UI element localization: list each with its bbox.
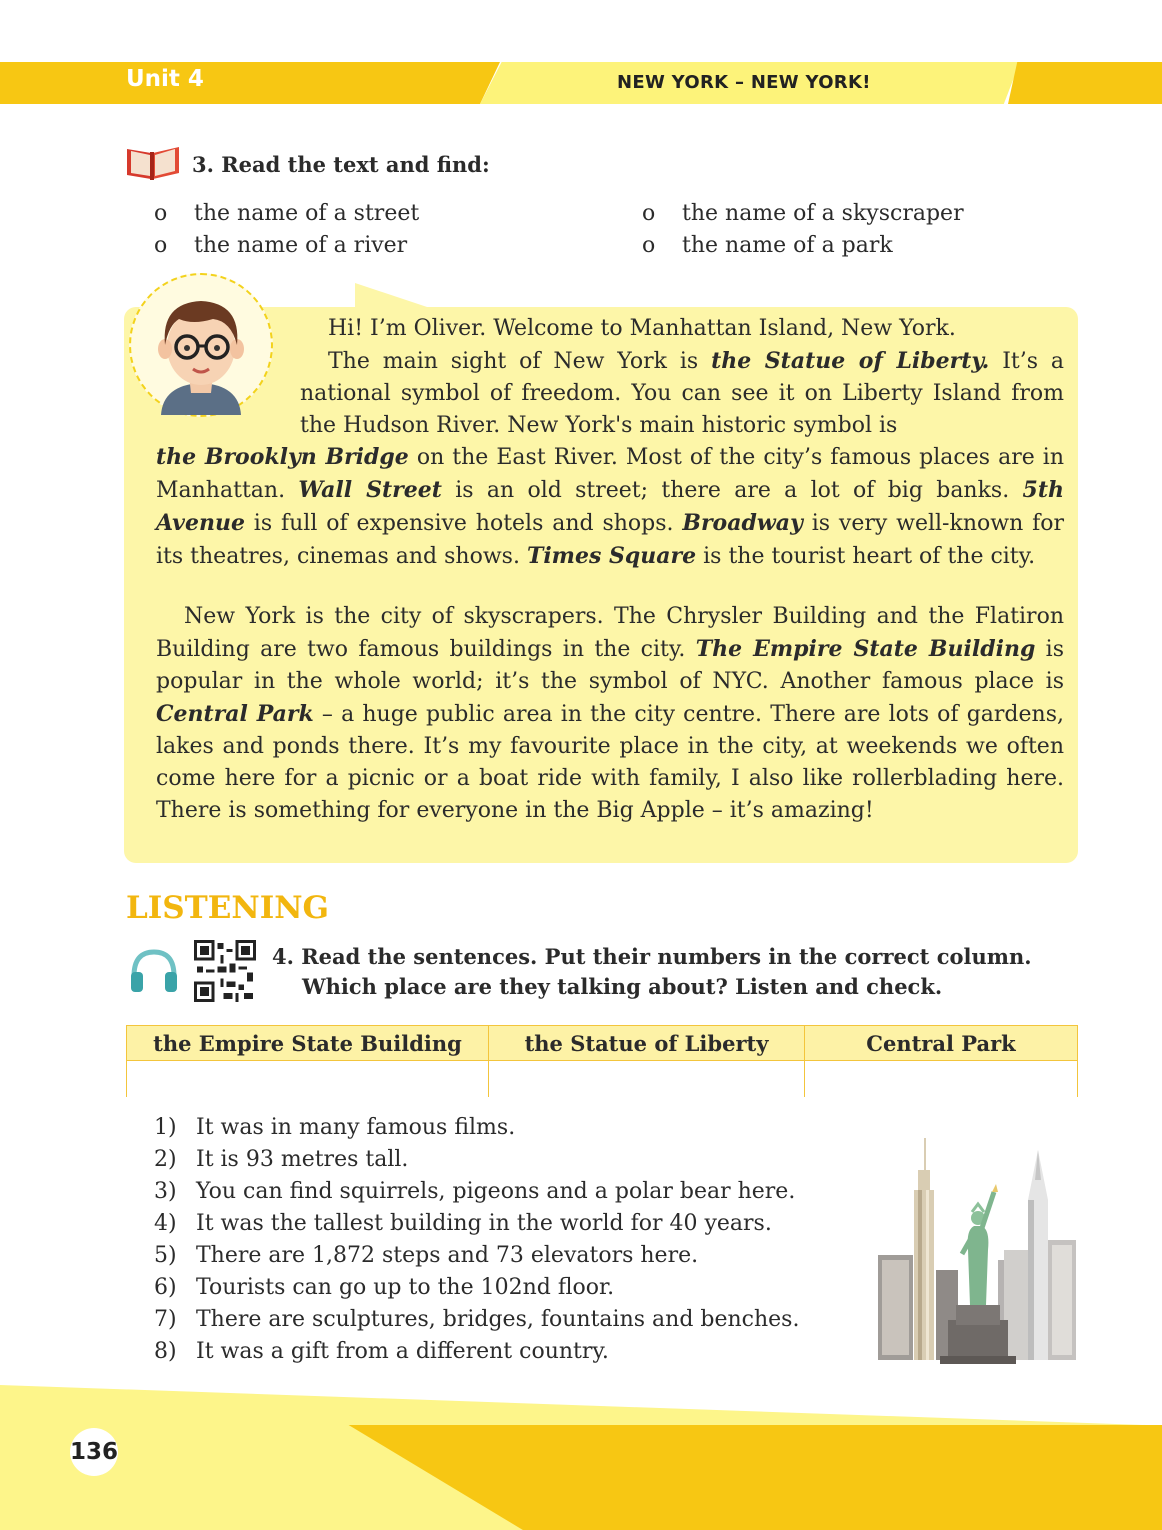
avatar bbox=[129, 273, 273, 417]
item-number: 5) bbox=[154, 1243, 177, 1268]
answer-cell[interactable] bbox=[805, 1061, 1078, 1098]
headphones-icon bbox=[128, 944, 180, 996]
exercise-3-title: 3. Read the text and find: bbox=[192, 152, 490, 177]
item-number: 4) bbox=[154, 1211, 177, 1236]
reading-text: It’s a national symbol of freedom. You can see it on Liberty Island from the Hudson River. New York's main historic symbol is bbox=[300, 349, 1065, 438]
find-item-label: the name of a river bbox=[194, 233, 408, 258]
reading-text: – a huge public area in the city centre. There are lots of gardens, lakes and ponds there. It’s my favourite place in the city, at weekends we often come here for a picnic or a boat ride with family, I also like rollerblading here. There is something for everyone in the Big Apple – it’s amazing! bbox=[156, 702, 1064, 823]
reading-text: is very well-known for its theatres, cinemas and shows. bbox=[156, 511, 1064, 569]
item-text: Tourists can go up to the 102nd floor. bbox=[196, 1275, 615, 1300]
item-number: 3) bbox=[154, 1179, 177, 1204]
list-item bbox=[154, 1176, 799, 1208]
reading-text: is the tourist heart of the city. bbox=[696, 544, 1036, 569]
item-number: 7) bbox=[154, 1307, 177, 1332]
bullet-marker: o bbox=[642, 233, 656, 258]
item-text: You can find squirrels, pigeons and a polar bear here. bbox=[196, 1179, 796, 1204]
boy-with-glasses-icon bbox=[131, 275, 271, 415]
reading-paragraph-3 bbox=[156, 441, 1064, 573]
item-text: There are sculptures, bridges, fountains and benches. bbox=[196, 1307, 800, 1332]
answer-cell[interactable] bbox=[127, 1061, 489, 1098]
exercise-4-instruction: Which place are they talking about? Listen and check. bbox=[302, 974, 943, 999]
reading-highlight: Broadway bbox=[682, 510, 803, 536]
reading-text: The main sight of New York is bbox=[328, 349, 712, 374]
find-item-label: the name of a street bbox=[194, 201, 420, 226]
item-text: It was the tallest building in the world for 40 years. bbox=[196, 1211, 772, 1236]
reading-highlight: Times Square bbox=[526, 543, 697, 569]
reading-text: is full of expensive hotels and shops. bbox=[244, 511, 683, 536]
reading-highlight: 5th Avenue bbox=[156, 477, 1064, 536]
reading-paragraph-2 bbox=[300, 345, 1064, 442]
item-number: 2) bbox=[154, 1147, 177, 1172]
column-header: the Statue of Liberty bbox=[489, 1026, 805, 1061]
reading-highlight: Wall Street bbox=[298, 477, 442, 503]
sentence-list bbox=[154, 1112, 799, 1368]
section-heading-listening: LISTENING bbox=[126, 890, 330, 926]
column-header: the Empire State Building bbox=[127, 1026, 489, 1061]
bullet-marker: o bbox=[154, 201, 168, 226]
list-item bbox=[154, 1208, 799, 1240]
find-item-label: the name of a park bbox=[682, 233, 893, 258]
item-number: 8) bbox=[154, 1339, 177, 1364]
exercise-4-instruction: 4. Read the sentences. Put their numbers in the correct column. bbox=[272, 944, 1032, 969]
header-bar-right bbox=[1008, 62, 1162, 104]
reading-line-1 bbox=[328, 313, 1064, 345]
item-text: It is 93 metres tall. bbox=[196, 1147, 409, 1172]
item-text: There are 1,872 steps and 73 elevators here. bbox=[196, 1243, 699, 1268]
bullet-marker: o bbox=[642, 201, 656, 226]
new-york-landmarks-illustration bbox=[878, 1130, 1078, 1365]
list-item bbox=[154, 1240, 799, 1272]
page-number: 136 bbox=[70, 1428, 118, 1476]
page-title: NEW YORK – NEW YORK! bbox=[617, 72, 871, 93]
list-item bbox=[154, 1272, 799, 1304]
answer-cell[interactable] bbox=[489, 1061, 805, 1098]
unit-label: Unit 4 bbox=[126, 66, 204, 92]
list-item bbox=[154, 1336, 799, 1368]
reading-highlight: Central Park bbox=[156, 701, 314, 727]
item-number: 1) bbox=[154, 1115, 177, 1140]
item-text: It was in many famous films. bbox=[196, 1115, 516, 1140]
find-item bbox=[642, 230, 893, 262]
answer-table bbox=[126, 1025, 1078, 1097]
find-item-label: the name of a skyscraper bbox=[682, 201, 964, 226]
list-item bbox=[154, 1112, 799, 1144]
reading-text: is popular in the whole world; it’s the symbol of NYC. Another famous place is bbox=[156, 637, 1064, 694]
find-item bbox=[154, 198, 419, 230]
reading-text: Hi! I’m Oliver. Welcome to Manhattan Island, New York. bbox=[328, 316, 956, 341]
reading-highlight: The Empire State Building bbox=[695, 636, 1036, 662]
header-bar-left bbox=[0, 62, 500, 104]
bullet-marker: o bbox=[154, 233, 168, 258]
reading-highlight: the Brooklyn Bridge bbox=[156, 444, 409, 470]
list-item bbox=[154, 1144, 799, 1176]
book-icon bbox=[125, 143, 181, 181]
item-number: 6) bbox=[154, 1275, 177, 1300]
reading-paragraph-4 bbox=[156, 601, 1064, 827]
list-item bbox=[154, 1304, 799, 1336]
reading-text: on the East River. Most of the city’s famous places are in Manhattan. bbox=[156, 445, 1064, 503]
find-item bbox=[154, 230, 407, 262]
column-header: Central Park bbox=[805, 1026, 1078, 1061]
find-item bbox=[642, 198, 964, 230]
reading-highlight: the Statue of Liberty. bbox=[711, 348, 990, 374]
item-text: It was a gift from a different country. bbox=[196, 1339, 609, 1364]
reading-text: is an old street; there are a lot of big banks. bbox=[441, 478, 1023, 503]
qr-code-icon[interactable] bbox=[194, 940, 256, 1002]
reading-text: New York is the city of skyscrapers. The Chrysler Building and the Flatiron Building are two famous buildings in the city. bbox=[156, 604, 1064, 662]
